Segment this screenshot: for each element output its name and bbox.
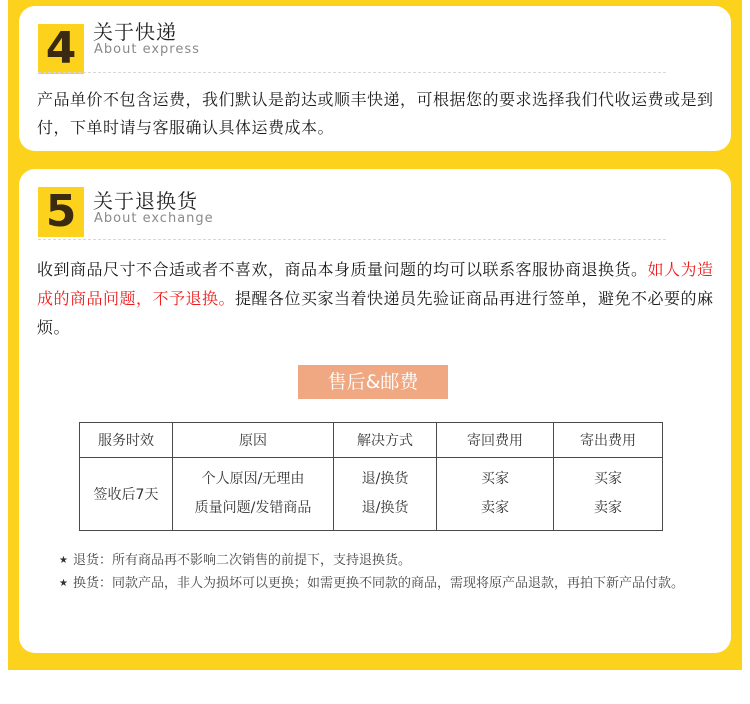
- table-header-cell: 原因: [173, 423, 334, 458]
- after-sale-table: [79, 422, 663, 531]
- table-cell-text: 退/换货: [361, 471, 409, 487]
- table-cell-text: 个人原因/无理由: [201, 471, 305, 487]
- send-fee-cell: [554, 458, 663, 531]
- table-cell-text: 卖家: [594, 500, 622, 516]
- reason-cell: [173, 458, 334, 531]
- dashed-divider: [38, 239, 666, 240]
- dashed-divider: [38, 72, 666, 73]
- section-number-badge: 5: [38, 187, 84, 237]
- note-text: 退货：所有商品再不影响二次销售的前提下，支持退换货。: [73, 553, 412, 568]
- section-title: 关于退换货: [93, 189, 198, 213]
- table-cell-text: 卖家: [481, 500, 509, 516]
- exchange-text-part2: 提醒各位买家当着快递员先验证商品再进行签单，避免不必要的麻烦。: [37, 289, 714, 337]
- table-header-cell: 服务时效: [80, 423, 173, 458]
- table-header-cell: 寄出费用: [554, 423, 663, 458]
- solution-cell: [334, 458, 437, 531]
- after-sale-banner: 售后&邮费: [298, 365, 448, 399]
- service-period-cell: 签收后7天: [80, 458, 173, 531]
- policy-notes: [59, 549, 699, 595]
- express-card: [19, 6, 731, 151]
- note-item: [59, 572, 699, 595]
- exchange-card: [19, 169, 731, 653]
- section-title: 关于快递: [93, 20, 177, 44]
- table-header-row: [80, 423, 663, 458]
- table-row: [80, 458, 663, 531]
- star-icon: ★: [59, 555, 68, 566]
- return-fee-cell: [437, 458, 554, 531]
- star-icon: ★: [59, 578, 68, 589]
- table-cell-text: 买家: [481, 471, 509, 487]
- section-subtitle: About exchange: [94, 211, 214, 226]
- note-item: [59, 549, 699, 572]
- exchange-text-part1: 收到商品尺寸不合适或者不喜欢，商品本身质量问题的均可以联系客服协商退换货。: [37, 260, 648, 279]
- table-cell-text: 买家: [594, 471, 622, 487]
- exchange-warning-text: 如人为造成的商品问题，不予退换。: [37, 260, 714, 308]
- exchange-description: [37, 255, 719, 342]
- table-header-cell: 寄回费用: [437, 423, 554, 458]
- section-subtitle: About express: [94, 42, 200, 57]
- express-description: 产品单价不包含运费，我们默认是韵达或顺丰快递，可根据您的要求选择我们代收运费或是到付，下单时请与客服确认具体运费成本。: [37, 90, 714, 137]
- table-header-cell: 解决方式: [334, 423, 437, 458]
- note-text: 换货：同款产品，非人为损坏可以更换；如需更换不同款的商品，需现将原产品退款，再拍下新产品付款。: [73, 576, 685, 591]
- table-cell-text: 退/换货: [361, 500, 409, 516]
- table-cell-text: 质量问题/发错商品: [194, 500, 312, 516]
- section-number-badge: 4: [38, 24, 84, 74]
